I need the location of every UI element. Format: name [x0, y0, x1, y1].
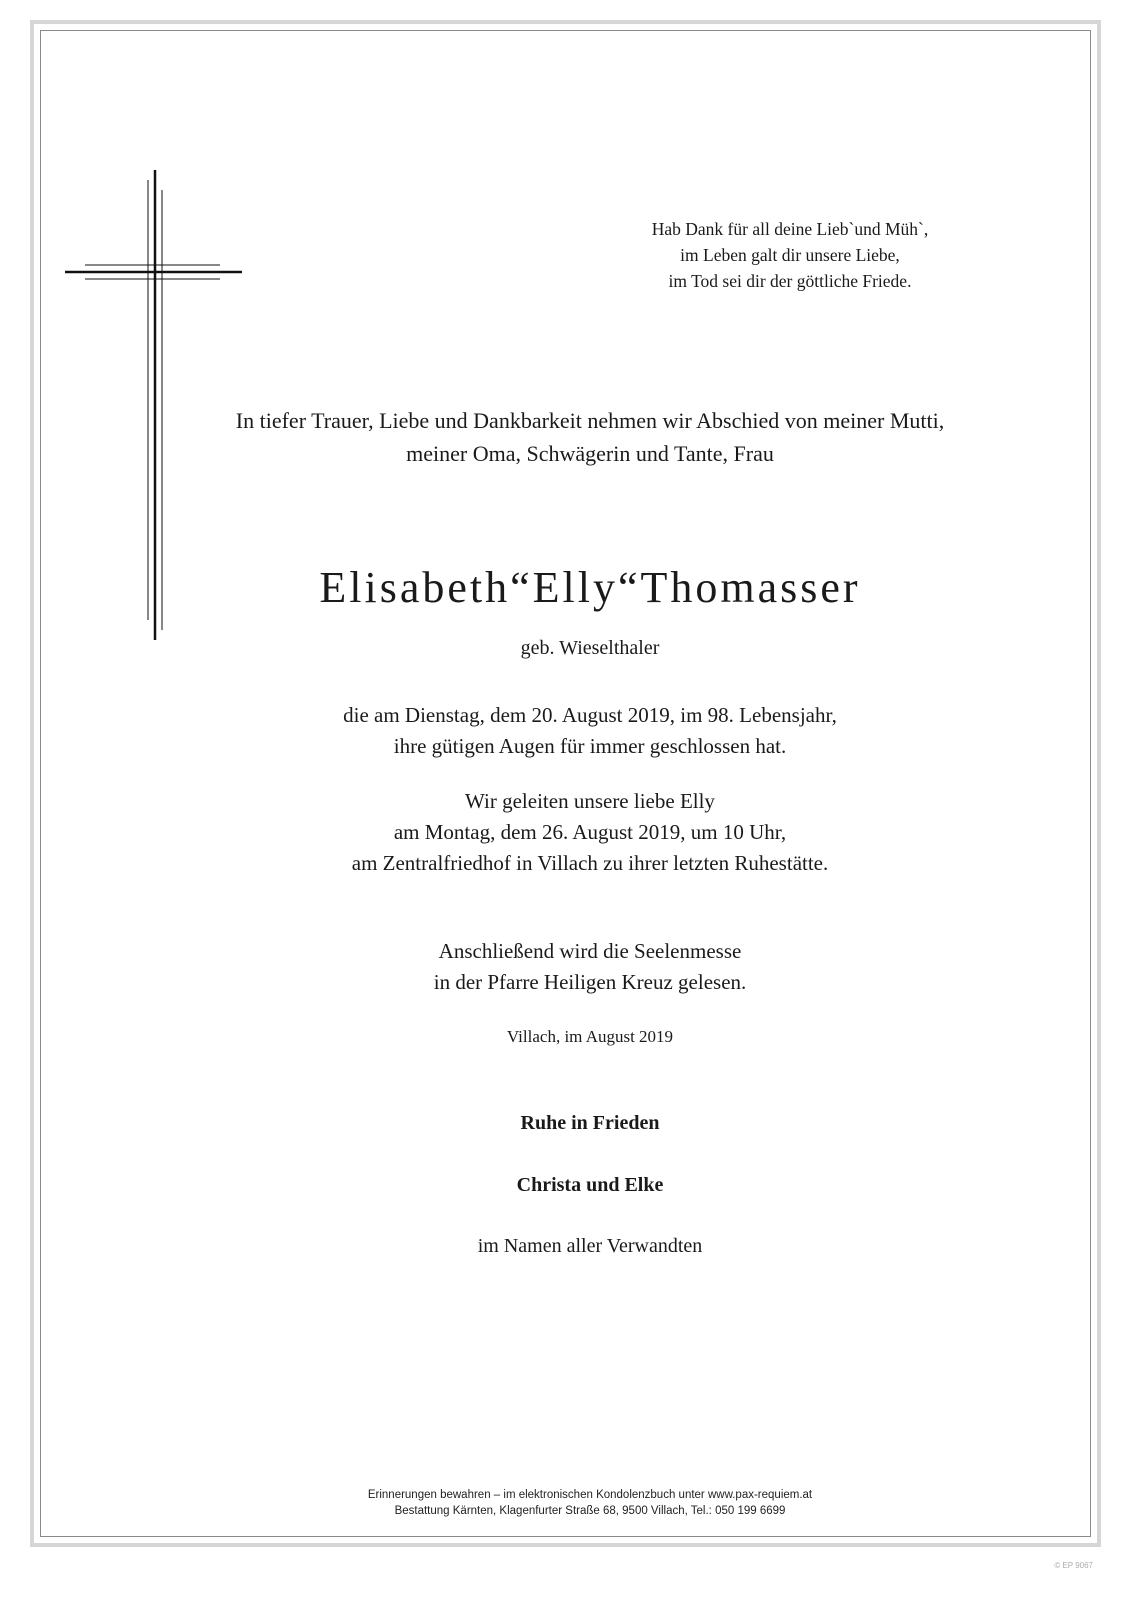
rest-in-peace: Ruhe in Frieden [520, 1112, 660, 1134]
funeral-line: am Montag, dem 26. August 2019, um 10 Uhr, [393, 820, 787, 844]
death-notice [160, 700, 1020, 762]
footer-line: Erinnerungen bewahren – im elektronischen Kondolenzbuch unter www.pax-requiem.at [367, 1489, 813, 1501]
funeral-line: Wir geleiten unsere liebe Elly [465, 789, 715, 813]
mass-line: Anschließend wird die Seelenmesse [438, 939, 742, 963]
mass-details [160, 936, 1020, 998]
mourners-names: Christa und Elke [516, 1174, 664, 1196]
footer [160, 1487, 1020, 1519]
motto-line: im Leben galt dir unsere Liebe, [680, 245, 900, 265]
place-date: Villach, im August 2019 [506, 1027, 674, 1046]
mass-line: in der Pfarre Heiligen Kreuz gelesen. [433, 970, 747, 994]
intro-line: meiner Oma, Schwägerin und Tante, Frau [406, 441, 774, 466]
motto-line: Hab Dank für all deine Lieb`und Müh`, [651, 219, 929, 239]
funeral-line: am Zentralfriedhof in Villach zu ihrer letzten Ruhestätte. [351, 851, 829, 875]
motto-line: im Tod sei dir der göttliche Friede. [668, 271, 912, 291]
death-line: ihre gütigen Augen für immer geschlossen hat. [393, 734, 787, 758]
footer-line: Bestattung Kärnten, Klagenfurter Straße 68, 9500 Villach, Tel.: 050 199 6699 [394, 1505, 786, 1517]
relatives-line: im Namen aller Verwandten [477, 1235, 703, 1257]
deceased-name: Elisabeth“Elly“Thomasser [319, 563, 861, 612]
intro-line: In tiefer Trauer, Liebe und Dankbarkeit nehmen wir Abschied von meiner Mutti, [235, 408, 945, 433]
funeral-details [160, 786, 1020, 879]
motto-verse [600, 216, 980, 294]
corner-mark: © EP 9067 [1054, 1561, 1093, 1570]
death-line: die am Dienstag, dem 20. August 2019, im 98. Lebensjahr, [343, 703, 837, 727]
intro-text [165, 404, 1015, 470]
maiden-name: geb. Wieselthaler [520, 637, 660, 659]
